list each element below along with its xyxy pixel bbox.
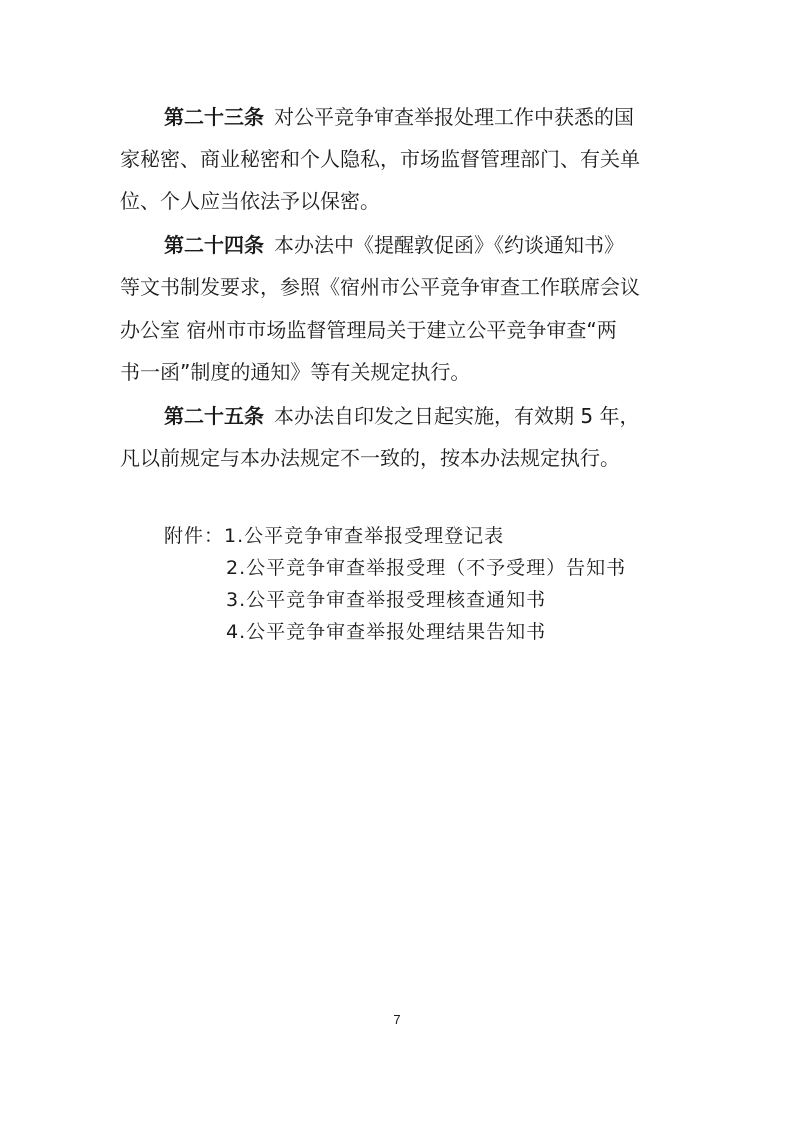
article-23-text-3: 位、个人应当依法予以保密。 (120, 189, 380, 213)
article-23-text-1: 对公平竞争审查举报处理工作中获悉的国 (274, 105, 634, 129)
attachment-item-4: 4.公平竞争审查举报处理结果告知书 (226, 621, 547, 643)
article-24-number: 第二十四条 (164, 233, 264, 257)
article-23-text-2: 家秘密、商业秘密和个人隐私，市场监督管理部门、有关单 (120, 147, 640, 171)
article-24-text-3: 办公室 宿州市市场监督管理局关于建立公平竞争审查“两 (120, 318, 617, 342)
article-25-text-1: 本办法自印发之日起实施，有效期 5 年， (274, 404, 640, 428)
article-24-text-4: 书一函”制度的通知》等有关规定执行。 (120, 360, 471, 384)
attachment-item-1: 1.公平竞争审查举报受理登记表 (224, 525, 505, 547)
article-24-line-1 (164, 231, 624, 259)
article-24-text-2: 等文书制发要求，参照《宿州市公平竞争审查工作联席会议 (120, 275, 640, 299)
article-25-line-1 (164, 402, 639, 430)
article-23-number: 第二十三条 (164, 105, 264, 129)
attachment-item-3: 3.公平竞争审查举报受理核查通知书 (226, 589, 547, 611)
article-25-number: 第二十五条 (164, 404, 264, 428)
article-24-text-1: 本办法中《提醒敦促函》《约谈通知书》 (274, 233, 624, 257)
page-number: 7 (393, 1012, 401, 1027)
attachment-item-2: 2.公平竞争审查举报受理（不予受理）告知书 (226, 557, 627, 579)
attachments-label: 附件： (164, 525, 225, 547)
article-25-text-2: 凡以前规定与本办法规定不一致的，按本办法规定执行。 (120, 446, 620, 470)
attachments-first-line (164, 523, 504, 549)
article-23-line-1 (164, 103, 634, 131)
